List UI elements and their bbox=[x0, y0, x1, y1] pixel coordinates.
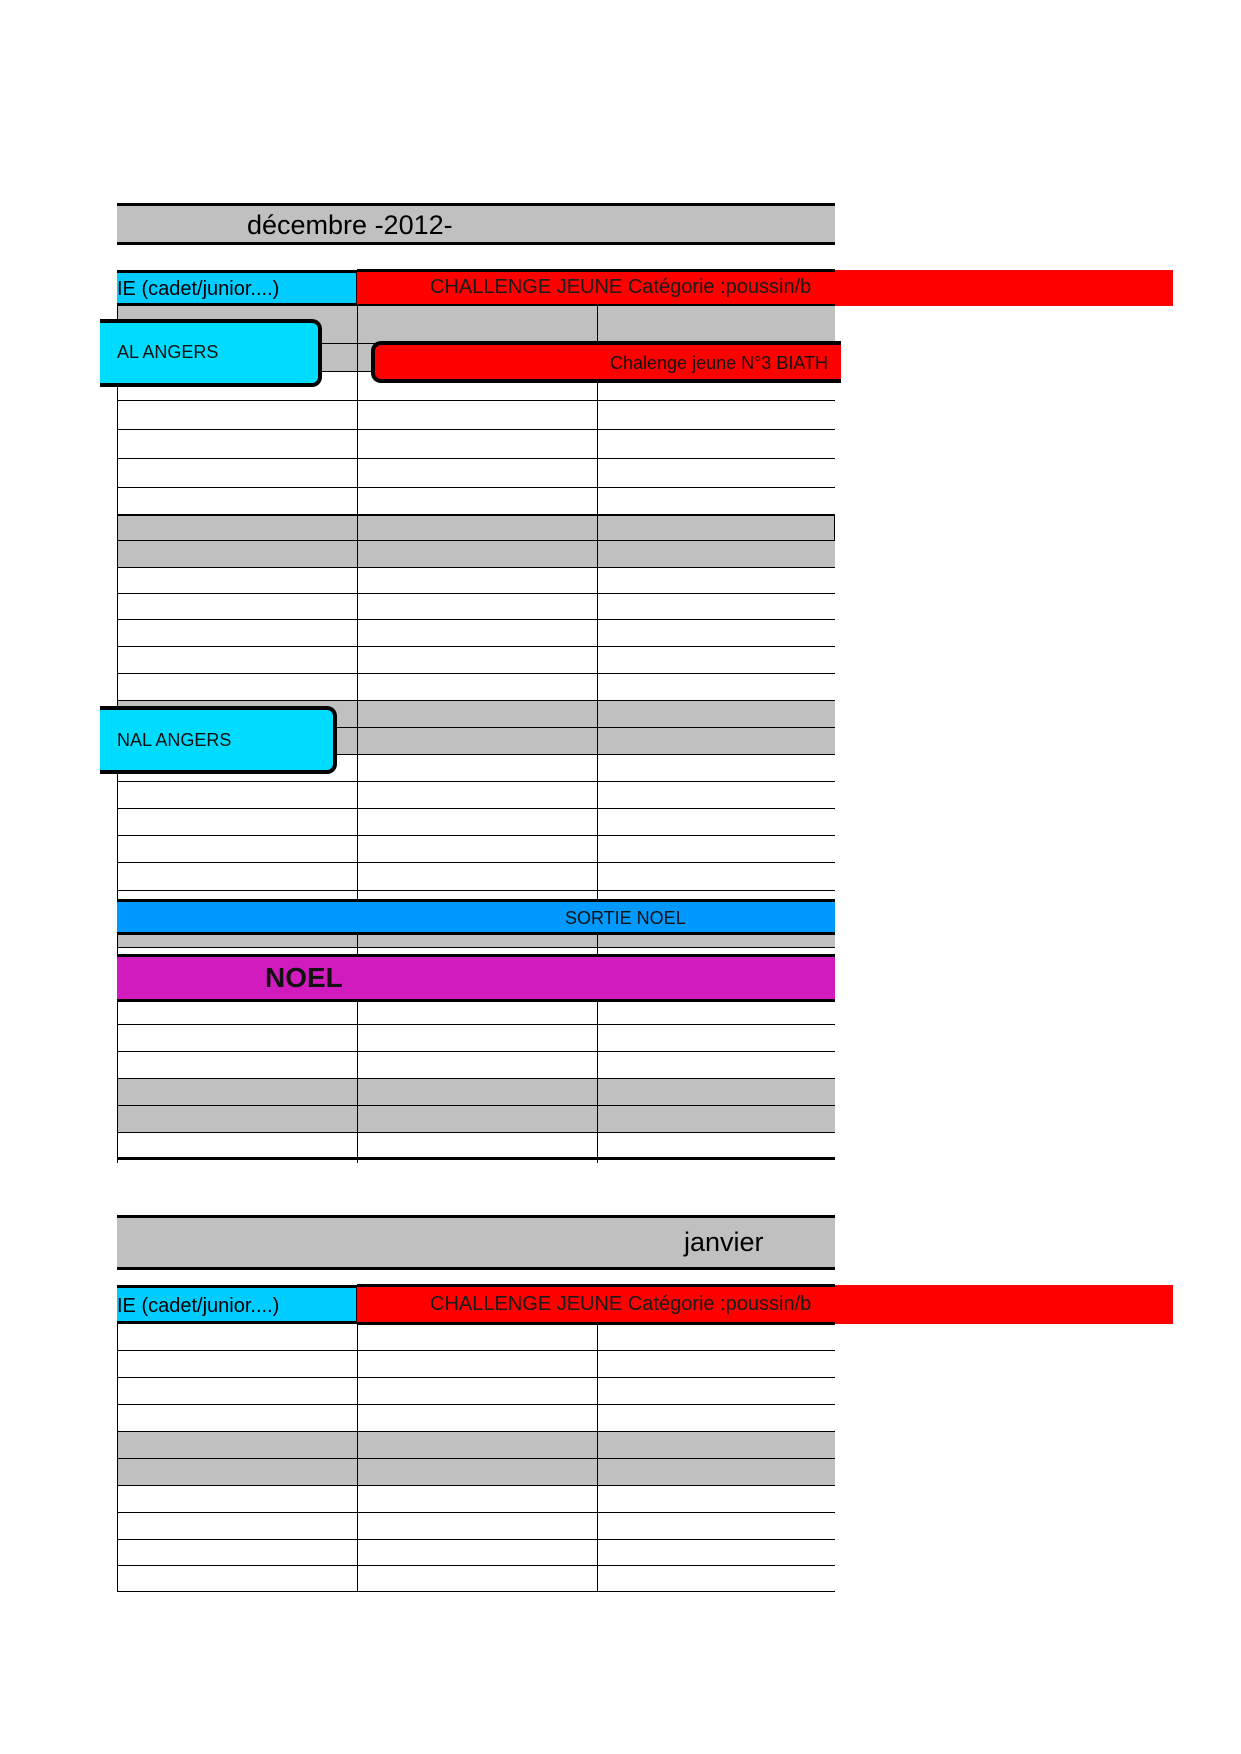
header-category-label: IE (cadet/junior....) bbox=[117, 278, 280, 300]
grid-row bbox=[117, 1106, 835, 1133]
event-challenge-biathlon[interactable] bbox=[371, 341, 841, 383]
header-top-border bbox=[357, 269, 835, 272]
header-top-border bbox=[357, 1284, 835, 1287]
event-sortie-noel-label: SORTIE NOEL bbox=[565, 908, 686, 928]
grid-row bbox=[117, 1351, 835, 1378]
column-line bbox=[357, 1324, 358, 1592]
grid-row bbox=[117, 1405, 835, 1432]
grid-row bbox=[117, 1459, 835, 1486]
grid-row bbox=[117, 782, 835, 809]
grid-row bbox=[117, 541, 835, 568]
grid-row bbox=[117, 1513, 835, 1540]
grid-row bbox=[117, 568, 835, 594]
grid-row bbox=[117, 1079, 835, 1106]
header-challenge-label: CHALLENGE JEUNE Catégorie :poussin/b bbox=[430, 1293, 812, 1315]
event-angers-1[interactable] bbox=[100, 319, 322, 387]
grid-row bbox=[117, 1133, 835, 1160]
header-category-cyan bbox=[117, 1285, 357, 1324]
header-challenge-red bbox=[357, 1285, 1173, 1324]
event-challenge-label: Chalenge jeune N°3 BIATH bbox=[610, 353, 828, 373]
header-category-label: IE (cadet/junior....) bbox=[117, 1295, 280, 1317]
grid-row bbox=[117, 1378, 835, 1405]
grid-row bbox=[117, 1052, 835, 1079]
grid-row bbox=[117, 836, 835, 863]
column-line bbox=[357, 935, 358, 955]
grid-row bbox=[117, 1486, 835, 1513]
grid-row bbox=[117, 998, 835, 1025]
event-angers-2-label: NAL ANGERS bbox=[117, 730, 232, 750]
column-line bbox=[597, 935, 598, 955]
grid-row bbox=[117, 594, 835, 620]
header-challenge-red bbox=[357, 270, 1173, 306]
event-noel[interactable] bbox=[117, 954, 835, 1002]
grid-row bbox=[117, 647, 835, 674]
column-line bbox=[117, 1324, 118, 1592]
event-angers-2[interactable] bbox=[100, 706, 337, 774]
grid-row bbox=[117, 1025, 835, 1052]
event-sortie-noel[interactable] bbox=[117, 899, 835, 935]
january-grid bbox=[117, 1324, 835, 1592]
grid-row bbox=[117, 620, 835, 647]
month-bar-december bbox=[117, 203, 835, 245]
month-title: janvier bbox=[684, 1227, 764, 1257]
column-line bbox=[597, 306, 598, 1163]
grid-row bbox=[117, 459, 835, 488]
grid-row bbox=[117, 401, 835, 430]
month-title: décembre -2012- bbox=[247, 210, 453, 240]
grid-row bbox=[117, 1324, 835, 1351]
column-line bbox=[357, 306, 358, 1163]
grid-row bbox=[117, 430, 835, 459]
month-bar-january bbox=[117, 1215, 835, 1270]
grid-row bbox=[117, 515, 835, 541]
grid-row bbox=[117, 674, 835, 701]
column-line bbox=[597, 1324, 598, 1592]
grid-row bbox=[117, 1432, 835, 1459]
grid-row bbox=[117, 1566, 835, 1592]
grid-row bbox=[117, 863, 835, 891]
event-noel-label: NOEL bbox=[265, 962, 343, 993]
grid-row bbox=[117, 809, 835, 836]
header-challenge-label: CHALLENGE JEUNE Catégorie :poussin/b bbox=[430, 276, 812, 298]
header-category-cyan bbox=[117, 270, 357, 306]
grid-row bbox=[117, 1540, 835, 1566]
grid-row bbox=[117, 488, 835, 515]
event-angers-1-label: AL ANGERS bbox=[117, 342, 219, 362]
